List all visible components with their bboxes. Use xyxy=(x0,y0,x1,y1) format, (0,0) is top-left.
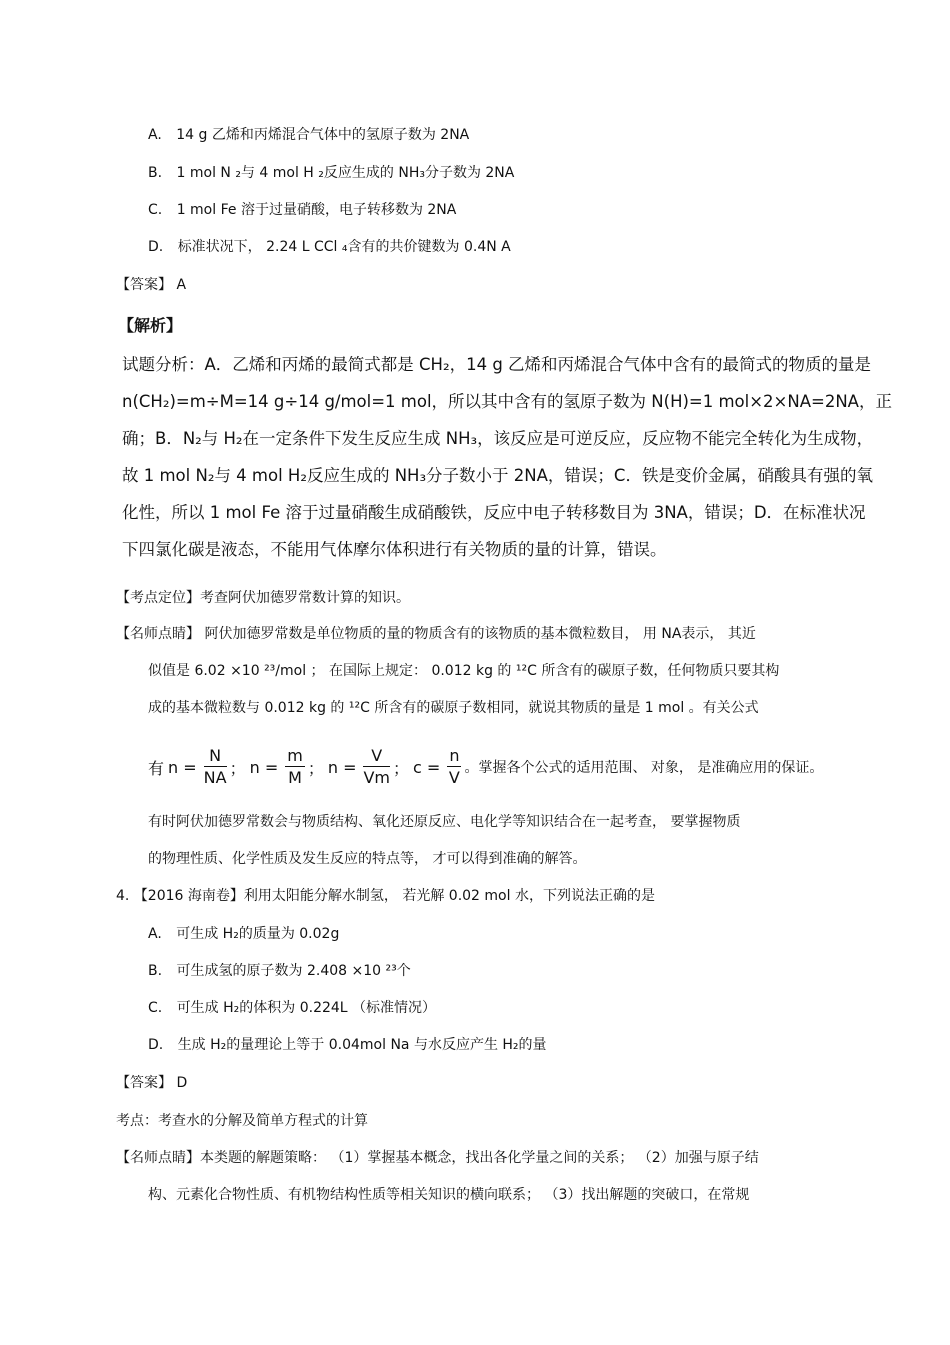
q4-kaodian: 考点：考查水的分解及简单方程式的计算 xyxy=(116,1113,368,1129)
q4-teacher-line1: 【名师点睛】本类题的解题策略： （1）掌握基本概念，找出各化学量之间的关系； （2）加强与原子结 xyxy=(116,1150,759,1166)
option-label: B. xyxy=(148,165,163,181)
separator: ； xyxy=(307,758,324,778)
q4-answer: 【答案】 D xyxy=(116,1075,188,1091)
formula-suffix: 。掌握各个公式的适用范围、 对象， 是准确应用的保证。 xyxy=(464,760,824,776)
option-label: C. xyxy=(148,1000,163,1016)
option-text: 可生成氢的原子数为 2.408 ×10 ²³个 xyxy=(176,963,411,979)
analysis-heading: 【解析】 xyxy=(118,316,183,335)
option-text: 生成 H₂的量理论上等于 0.04mol Na 与水反应产生 H₂的量 xyxy=(177,1037,547,1053)
q4-option-d xyxy=(148,1036,547,1054)
analysis-line: n(CH₂)=m÷M=14 g÷14 g/mol=1 mol，所以其中含有的氢原子数为 N(H)=1 mol×2×NA=2NA，正 xyxy=(122,392,892,411)
option-text: 1 mol Fe 溶于过量硝酸，电子转移数为 2NA xyxy=(176,202,457,218)
analysis-line: 下四氯化碳是液态，不能用气体摩尔体积进行有关物质的量的计算，错误。 xyxy=(122,540,667,559)
analysis-line: 确；B．N₂与 H₂在一定条件下发生反应生成 NH₃，该反应是可逆反应，反应物不能完全转化为生成物， xyxy=(122,429,874,448)
q4-option-a xyxy=(148,925,339,943)
formula-prefix: 有 xyxy=(148,758,165,778)
option-label: A. xyxy=(148,926,162,942)
formula-lhs: n = xyxy=(249,757,279,777)
analysis-body xyxy=(122,346,892,568)
formula-lhs: n = xyxy=(168,757,197,777)
q3-option-b xyxy=(148,164,514,182)
q4-option-c xyxy=(148,999,436,1017)
fraction xyxy=(285,746,305,789)
formula-lhs: c = xyxy=(413,757,441,777)
question-4-stem: 4. 【2016 海南卷】利用太阳能分解水制氢， 若光解 0.02 mol 水，下列说法正确的是 xyxy=(116,888,655,904)
analysis-line: 试题分析：A．乙烯和丙烯的最简式都是 CH₂，14 g 乙烯和丙烯混合气体中含有的最简式的物质的量是 xyxy=(122,355,872,374)
q3-answer: 【答案】 A xyxy=(116,277,187,293)
q3-teacher-line3: 成的基本微粒数与 0.012 kg 的 ¹²C 所含有的碳原子数相同，就说其物质的量是 1 mol 。有关公式 xyxy=(148,700,759,716)
option-label: D. xyxy=(148,239,164,255)
numerator: m xyxy=(287,745,303,765)
option-label: D. xyxy=(148,1037,164,1053)
q4-teacher-line2: 构、元素化合物性质、有机物结构性质等相关知识的横向联系； （3）找出解题的突破口，在常规 xyxy=(148,1187,750,1203)
q3-teacher-line2: 似值是 6.02 ×10 ²³/mol ； 在国际上规定： 0.012 kg 的 ¹²C 所含有的碳原子数，任何物质只要其构 xyxy=(148,663,780,679)
analysis-line: 故 1 mol N₂与 4 mol H₂反应生成的 NH₃分子数小于 2NA，错误；C．铁是变价金属，硝酸具有强的氧 xyxy=(122,466,873,485)
separator: ； xyxy=(229,758,246,778)
option-text: 可生成 H₂的质量为 0.02g xyxy=(176,926,340,942)
formula-row xyxy=(148,740,827,794)
denominator: M xyxy=(288,767,302,787)
numerator: n xyxy=(449,745,460,765)
q3-kaodian: 【考点定位】考查阿伏加德罗常数计算的知识。 xyxy=(116,590,410,606)
numerator: N xyxy=(204,746,227,767)
q3-teacher-line6: 的物理性质、化学性质及发生反应的特点等， 才可以得到准确的解答。 xyxy=(148,851,587,867)
q3-option-d xyxy=(148,238,511,256)
option-text: 1 mol N ₂与 4 mol H ₂反应生成的 NH₃分子数为 2NA xyxy=(176,165,515,181)
option-label: B. xyxy=(148,963,163,979)
q3-option-a xyxy=(148,126,469,144)
numerator: V xyxy=(363,746,390,767)
q3-option-c xyxy=(148,201,456,219)
option-label: A. xyxy=(148,127,162,143)
option-label: C. xyxy=(148,202,163,218)
denominator: V xyxy=(448,767,460,787)
q4-option-b xyxy=(148,962,411,980)
option-text: 14 g 乙烯和丙烯混合气体中的氢原子数为 2NA xyxy=(176,127,470,143)
formula-lhs: n = xyxy=(327,757,357,777)
separator: ； xyxy=(393,758,410,778)
option-text: 可生成 H₂的体积为 0.224L （标准情况） xyxy=(176,1000,437,1016)
q3-teacher-line1: 【名师点睛】 阿伏加德罗常数是单位物质的量的物质含有的该物质的基本微粒数目， 用 NA表示， 其近 xyxy=(116,626,756,642)
option-text: 标准状况下， 2.24 L CCl ₄含有的共价键数为 0.4N A xyxy=(177,239,511,255)
fraction xyxy=(447,746,461,789)
denominator: NA xyxy=(203,767,227,787)
analysis-line: 化性，所以 1 mol Fe 溶于过量硝酸生成硝酸铁，反应中电子转移数目为 3NA，错误；D．在标准状况 xyxy=(122,503,866,522)
fraction xyxy=(204,746,227,789)
denominator: Vm xyxy=(363,767,391,787)
q3-teacher-line5: 有时阿伏加德罗常数会与物质结构、氧化还原反应、电化学等知识结合在一起考查， 要掌握物质 xyxy=(148,814,741,830)
fraction xyxy=(363,746,390,789)
